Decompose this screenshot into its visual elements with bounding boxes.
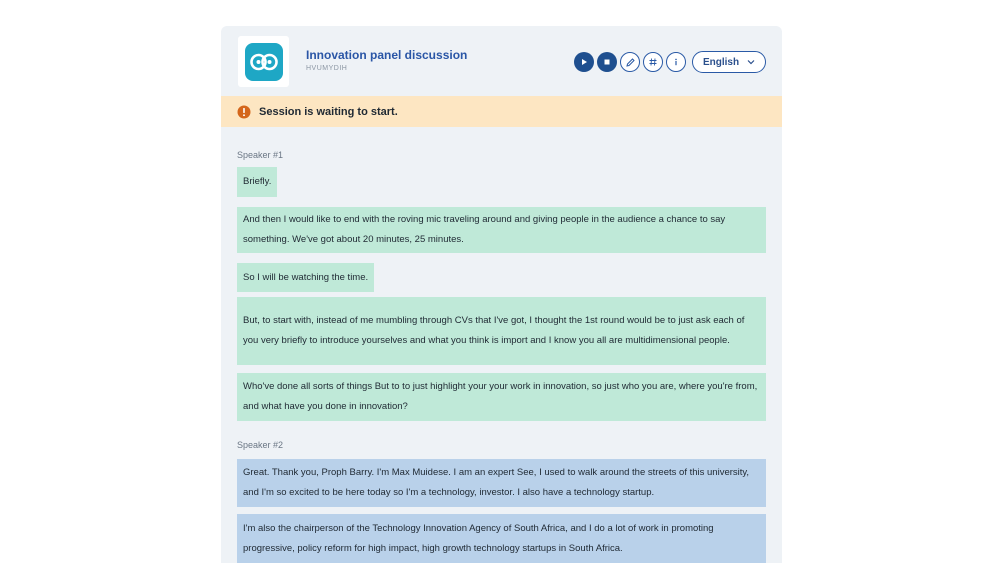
speaker-label: Speaker #2 <box>237 440 284 450</box>
session-code: HVUMYDIH <box>306 65 348 72</box>
session-status-alert <box>221 96 782 127</box>
session-title-block <box>306 48 467 74</box>
exclamation-circle-icon <box>237 105 251 119</box>
message-text: But, to start with, instead of me mumbling through CVs that I've got, I thought the 1st round would be to just ask each of you very briefly to introduce yourselves and what you think is import and I know you all are multidimensional people. <box>243 315 745 346</box>
transcript-message <box>237 373 766 421</box>
play-icon <box>579 57 589 67</box>
language-value: English <box>702 56 740 68</box>
pencil-icon <box>625 57 636 68</box>
speaker-label: Speaker #1 <box>237 150 284 160</box>
alert-text: Session is waiting to start. <box>259 105 398 118</box>
hashtag-button[interactable] <box>643 52 663 72</box>
transcript-message <box>237 263 374 292</box>
transcript-message <box>237 167 277 197</box>
info-button[interactable] <box>666 52 686 72</box>
transcript-message <box>237 459 766 507</box>
info-icon <box>671 57 681 67</box>
message-text: Great. Thank you, Proph Barry. I'm Max Muidese. I am an expert See, I used to walk around the streets of this university, and I'm so excited to be here today so I'm a technology, investor. I also have a technology startup. <box>243 467 750 498</box>
transcript-message <box>237 297 766 365</box>
session-title: Innovation panel discussion <box>306 48 468 62</box>
stop-button[interactable] <box>597 52 617 72</box>
app-logo <box>238 36 289 87</box>
stop-icon <box>602 57 612 67</box>
session-controls <box>574 50 766 74</box>
transcript-message <box>237 207 766 253</box>
chevron-down-icon <box>747 59 755 65</box>
edit-button[interactable] <box>620 52 640 72</box>
session-panel <box>221 26 782 563</box>
language-select[interactable] <box>692 51 766 73</box>
message-text: And then I would like to end with the roving mic traveling around and giving people in the audience a chance to say something. We've got about 20 minutes, 25 minutes. <box>243 214 726 245</box>
link-logo-icon <box>245 43 283 81</box>
play-button[interactable] <box>574 52 594 72</box>
message-text: Briefly. <box>243 176 272 187</box>
message-text: Who've done all sorts of things But to to just highlight your your work in innovation, so just who you are, where you're from, and what have you done in innovation? <box>243 381 758 412</box>
message-text: So I will be watching the time. <box>243 271 369 283</box>
message-text: I'm also the chairperson of the Technology Innovation Agency of South Africa, and I do a lot of work in promoting progressive, policy reform for high impact, high growth technology startups in South Africa. <box>243 522 714 554</box>
transcript-message <box>237 514 766 563</box>
session-header <box>221 26 782 96</box>
hashtag-icon <box>648 57 658 67</box>
